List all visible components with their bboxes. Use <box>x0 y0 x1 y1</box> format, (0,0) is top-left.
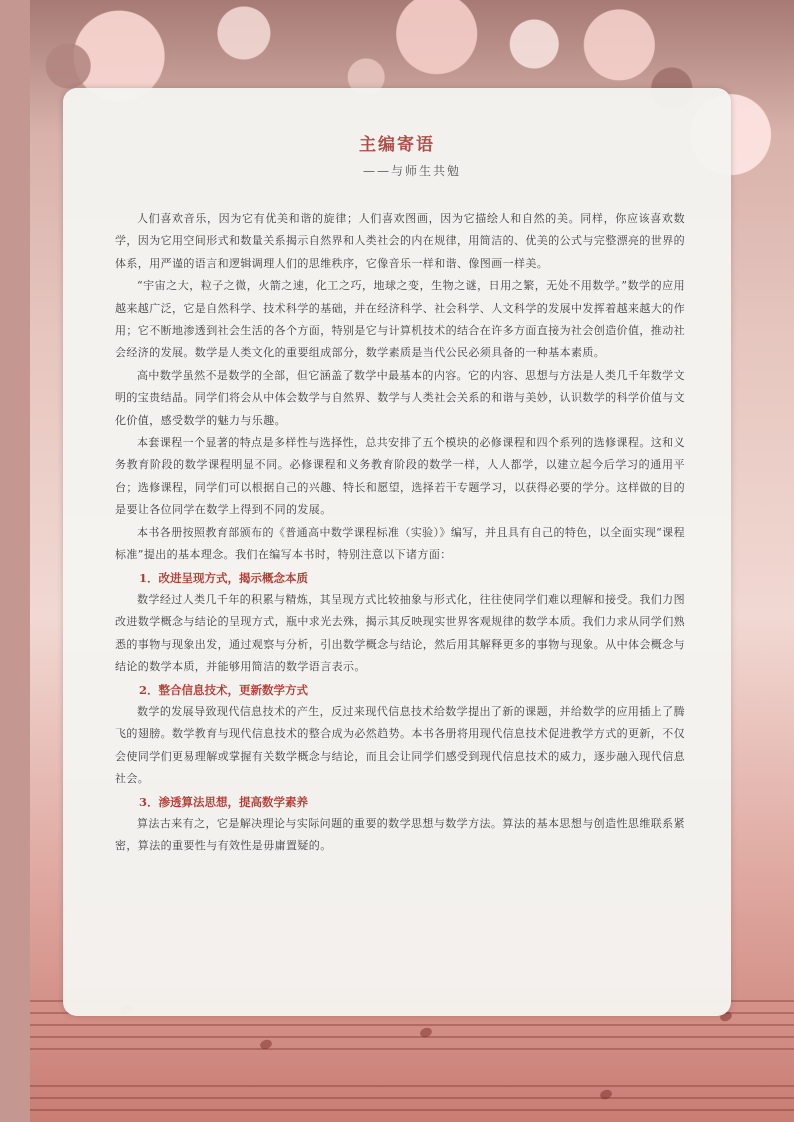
music-staff-line <box>30 1024 794 1026</box>
paragraph: “宇宙之大，粒子之微，火箭之速，化工之巧，地球之变，生物之谜，日用之繁，无处不用数学。”数学的应用越来越广泛，它是自然科学、技术科学的基础，并在经济科学、社会科学、人文科学的发展中发挥着越来越大的作用；它不断地渗透到社会生活的各个方面，特别是它与计算机技术的结合在许多方面直接为社会创造价值，推动社会经济的发展。数学是人类文化的重要组成部分，数学素质是当代公民必须具备的一种基本素质。 <box>115 279 685 360</box>
music-staff-line <box>30 1109 794 1111</box>
section-heading: 1．改进呈现方式，揭示概念本质 <box>139 570 308 585</box>
music-staff-line <box>30 1048 794 1050</box>
music-staff-line <box>30 1097 794 1099</box>
page-subtitle: ——与师生共勉 <box>363 164 462 178</box>
paragraph: 高中数学虽然不是数学的全部，但它涵盖了数学中最基本的内容。它的内容、思想与方法是人类几千年数学文明的宝贵结晶。同学们将会从中体会数学与自然界、数学与人类社会关系的和谐与美妙，认识数学的科学价值与文化价值，感受数学的魅力与乐趣。 <box>115 368 685 427</box>
page-title: 主编寄语 <box>359 135 435 155</box>
paragraph: 本书各册按照教育部颁布的《普通高中数学课程标准（实验）》编写，并且具有自己的特色，以全面实现“课程标准”提出的基本理念。我们在编写本书时，特别注意以下诸方面： <box>115 525 685 562</box>
music-staff-line <box>30 1036 794 1038</box>
music-staff-line <box>30 1085 794 1087</box>
section-text: 数学的发展导致现代信息技术的产生，反过来现代信息技术给数学提出了新的课题，并给数学的应用插上了腾飞的翅膀。数学教育与现代信息技术的整合成为必然趋势。本书各册将用现代信息技术促进教学方式的更新，不仅会使同学们更易理解或掌握有关数学概念与结论，而且会让同学们感受到现代信息技术的威力，逐步融入现代信息社会。 <box>115 704 685 786</box>
section-text: 数学经过人类几千年的积累与精炼，其呈现方式比较抽象与形式化，往往使同学们难以理解和接受。我们力图改进数学概念与结论的呈现方式，瓶中求光去殊，揭示其反映现实世界客观规律的数学本质。我们力求从同学们熟悉的事物与现象出发，通过观察与分析，引出数学概念与结论，然后用其解释更多的事物与现象。从中体会概念与结论的数学本质，并能够用简洁的数学语言表示。 <box>115 592 685 674</box>
paragraph: 本套课程一个显著的特点是多样性与选择性，总共安排了五个模块的必修课程和四个系列的选修课程。这和义务教育阶段的数学课程明显不同。必修课程和义务教育阶段的数学一样，人人都学，以建立起今后学习的通用平台；选修课程，同学们可以根据自己的兴趣、特长和愿望，选择若干专题学习，以获得必要的学分。这样做的目的是要让各位同学在数学上得到不同的发展。 <box>115 436 685 517</box>
content-card <box>63 88 731 1016</box>
section-text: 算法古来有之，它是解决理论与实际问题的重要的数学思想与数学方法。算法的基本思想与创造性思维联系紧密，算法的重要性与有效性是毋庸置疑的。 <box>115 816 685 853</box>
paragraph: 人们喜欢音乐，因为它有优美和谐的旋律；人们喜欢图画，因为它描绘人和自然的美。同样，你应该喜欢数学，因为它用空间形式和数量关系揭示自然界和人类社会的内在规律，用简洁的、优美的公式与完整漂亮的世界的体系，用严谨的语言和逻辑调理人们的思维秩序，它像音乐一样和谐、像图画一样美。 <box>115 212 685 270</box>
section-heading: 2．整合信息技术，更新数学方式 <box>139 682 308 697</box>
document-body <box>115 208 685 858</box>
section-heading: 3．渗透算法思想，提高数学素养 <box>139 794 308 809</box>
left-border-strip <box>0 0 30 1122</box>
